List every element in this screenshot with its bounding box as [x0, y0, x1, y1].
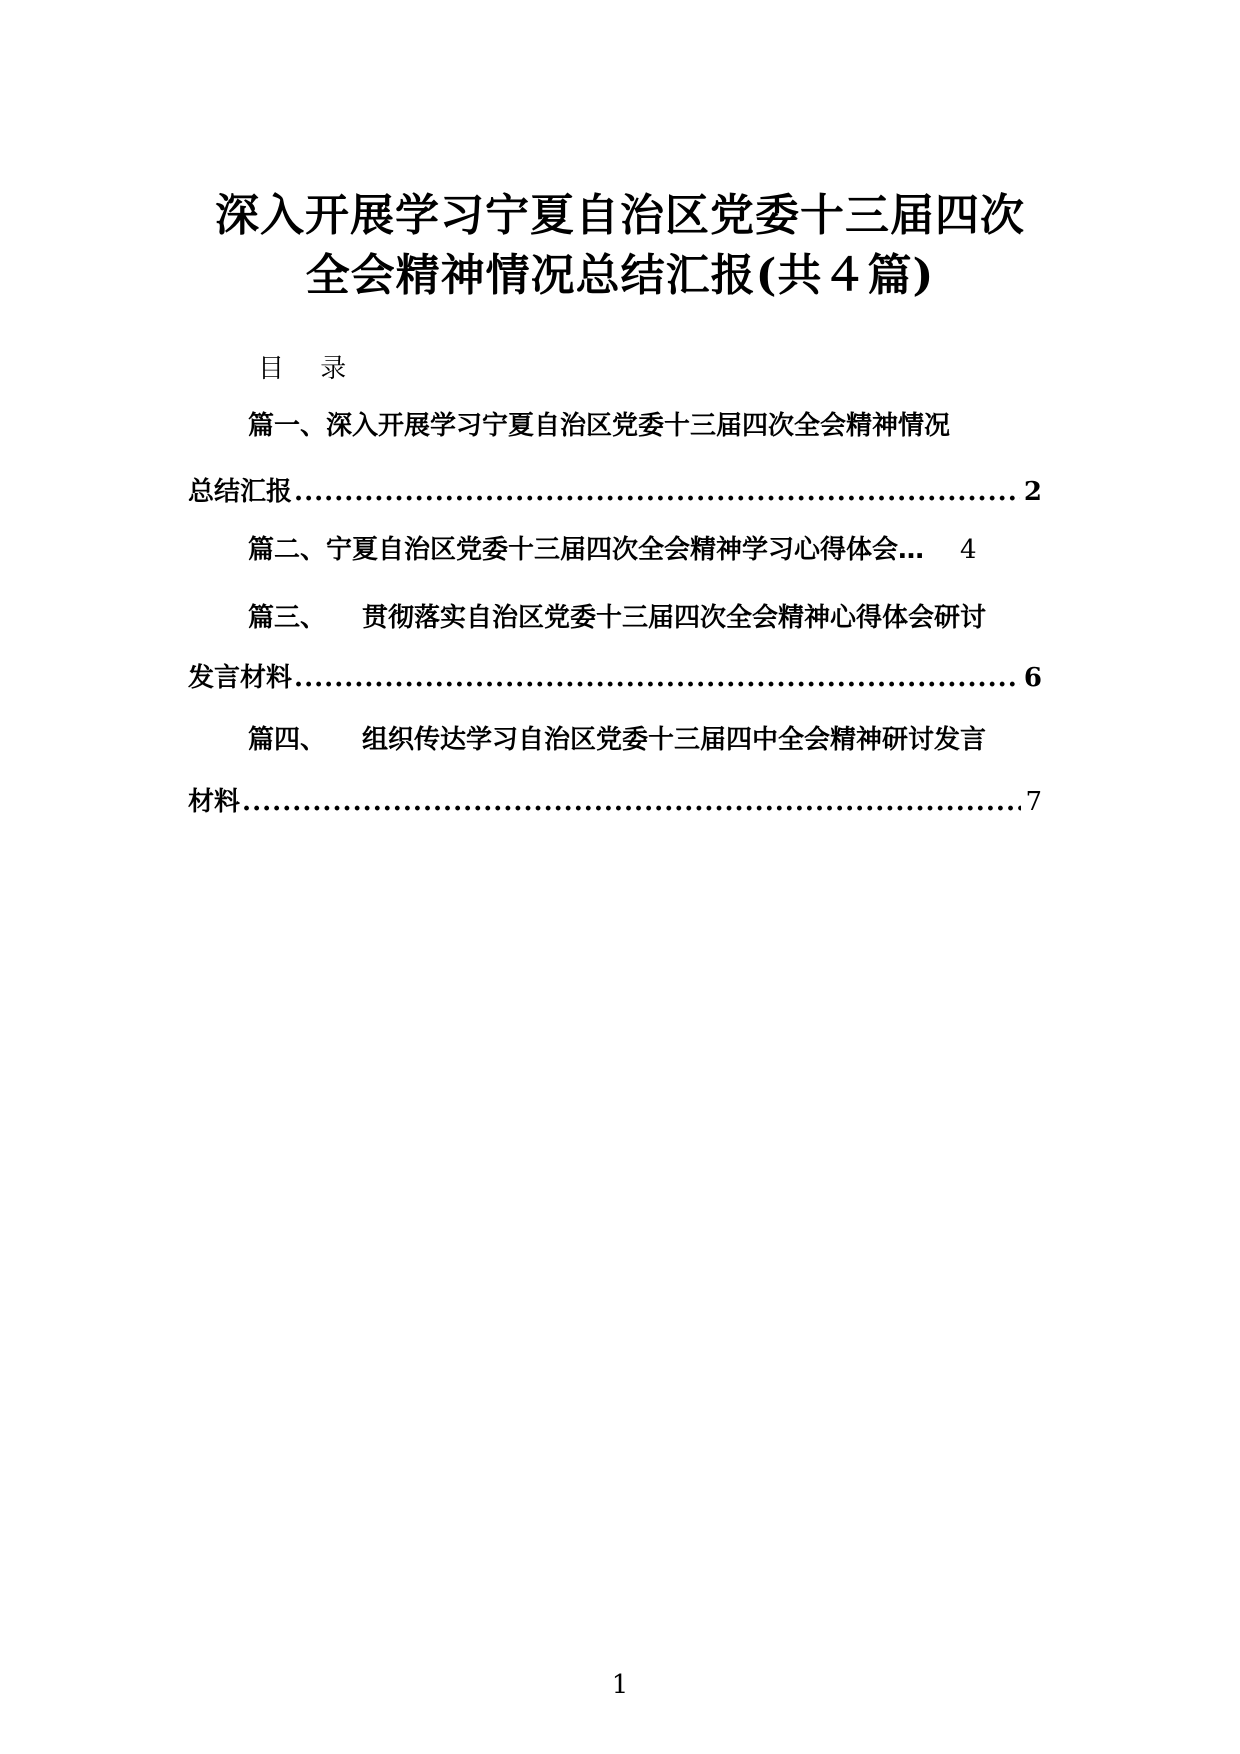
toc-entry-4-line-2[interactable]	[188, 782, 1042, 822]
toc-entry-2-page: 4	[960, 535, 977, 565]
toc-entry-1-line-2[interactable]	[188, 472, 1042, 512]
toc-entry-4-page: 7	[1025, 787, 1042, 817]
toc-entry-1-title: 深入开展学习宁夏自治区党委十三届四次全会精神情况	[326, 411, 951, 441]
toc-entry-4-prefix: 篇四、	[248, 725, 327, 755]
toc-entry-3-title-cont: 发言材料	[188, 663, 293, 693]
toc-entry-2-line-1[interactable]	[248, 530, 1042, 570]
footer-page-number: 1	[611, 1670, 629, 1700]
toc-entry-3-prefix: 篇三、	[248, 603, 327, 633]
toc-entry-3-page: 6	[1023, 663, 1042, 693]
toc-entry-1-prefix: 篇一、	[248, 411, 327, 441]
toc-heading: 目 录	[258, 354, 347, 384]
toc-entry-3-line-1[interactable]	[248, 598, 1042, 638]
toc-dot-leader	[242, 782, 1021, 822]
toc-entry-3-title: 贯彻落实自治区党委十三届四次全会精神心得体会研讨	[362, 603, 987, 633]
document-title-line-2: 全会精神情况总结汇报(共４篇)	[305, 250, 935, 301]
toc-dot-leader	[294, 472, 1020, 512]
toc-dot-leader	[294, 658, 1020, 698]
toc-entry-1-page: 2	[1023, 477, 1042, 507]
toc-entry-1-line-1[interactable]	[248, 406, 1042, 446]
toc-entry-3-line-2[interactable]	[188, 658, 1042, 698]
toc-entry-4-line-1[interactable]	[248, 720, 1042, 760]
toc-entry-2-prefix: 篇二、	[248, 535, 327, 565]
toc-entry-2-title: 宁夏自治区党委十三届四次全会精神学习心得体会…	[326, 535, 925, 565]
document-title-line-1: 深入开展学习宁夏自治区党委十三届四次	[215, 190, 1025, 241]
toc-entry-4-title-cont: 材料	[188, 787, 241, 817]
toc-entry-4-title: 组织传达学习自治区党委十三届四中全会精神研讨发言	[362, 725, 987, 755]
toc-entry-1-title-cont: 总结汇报	[188, 477, 293, 507]
